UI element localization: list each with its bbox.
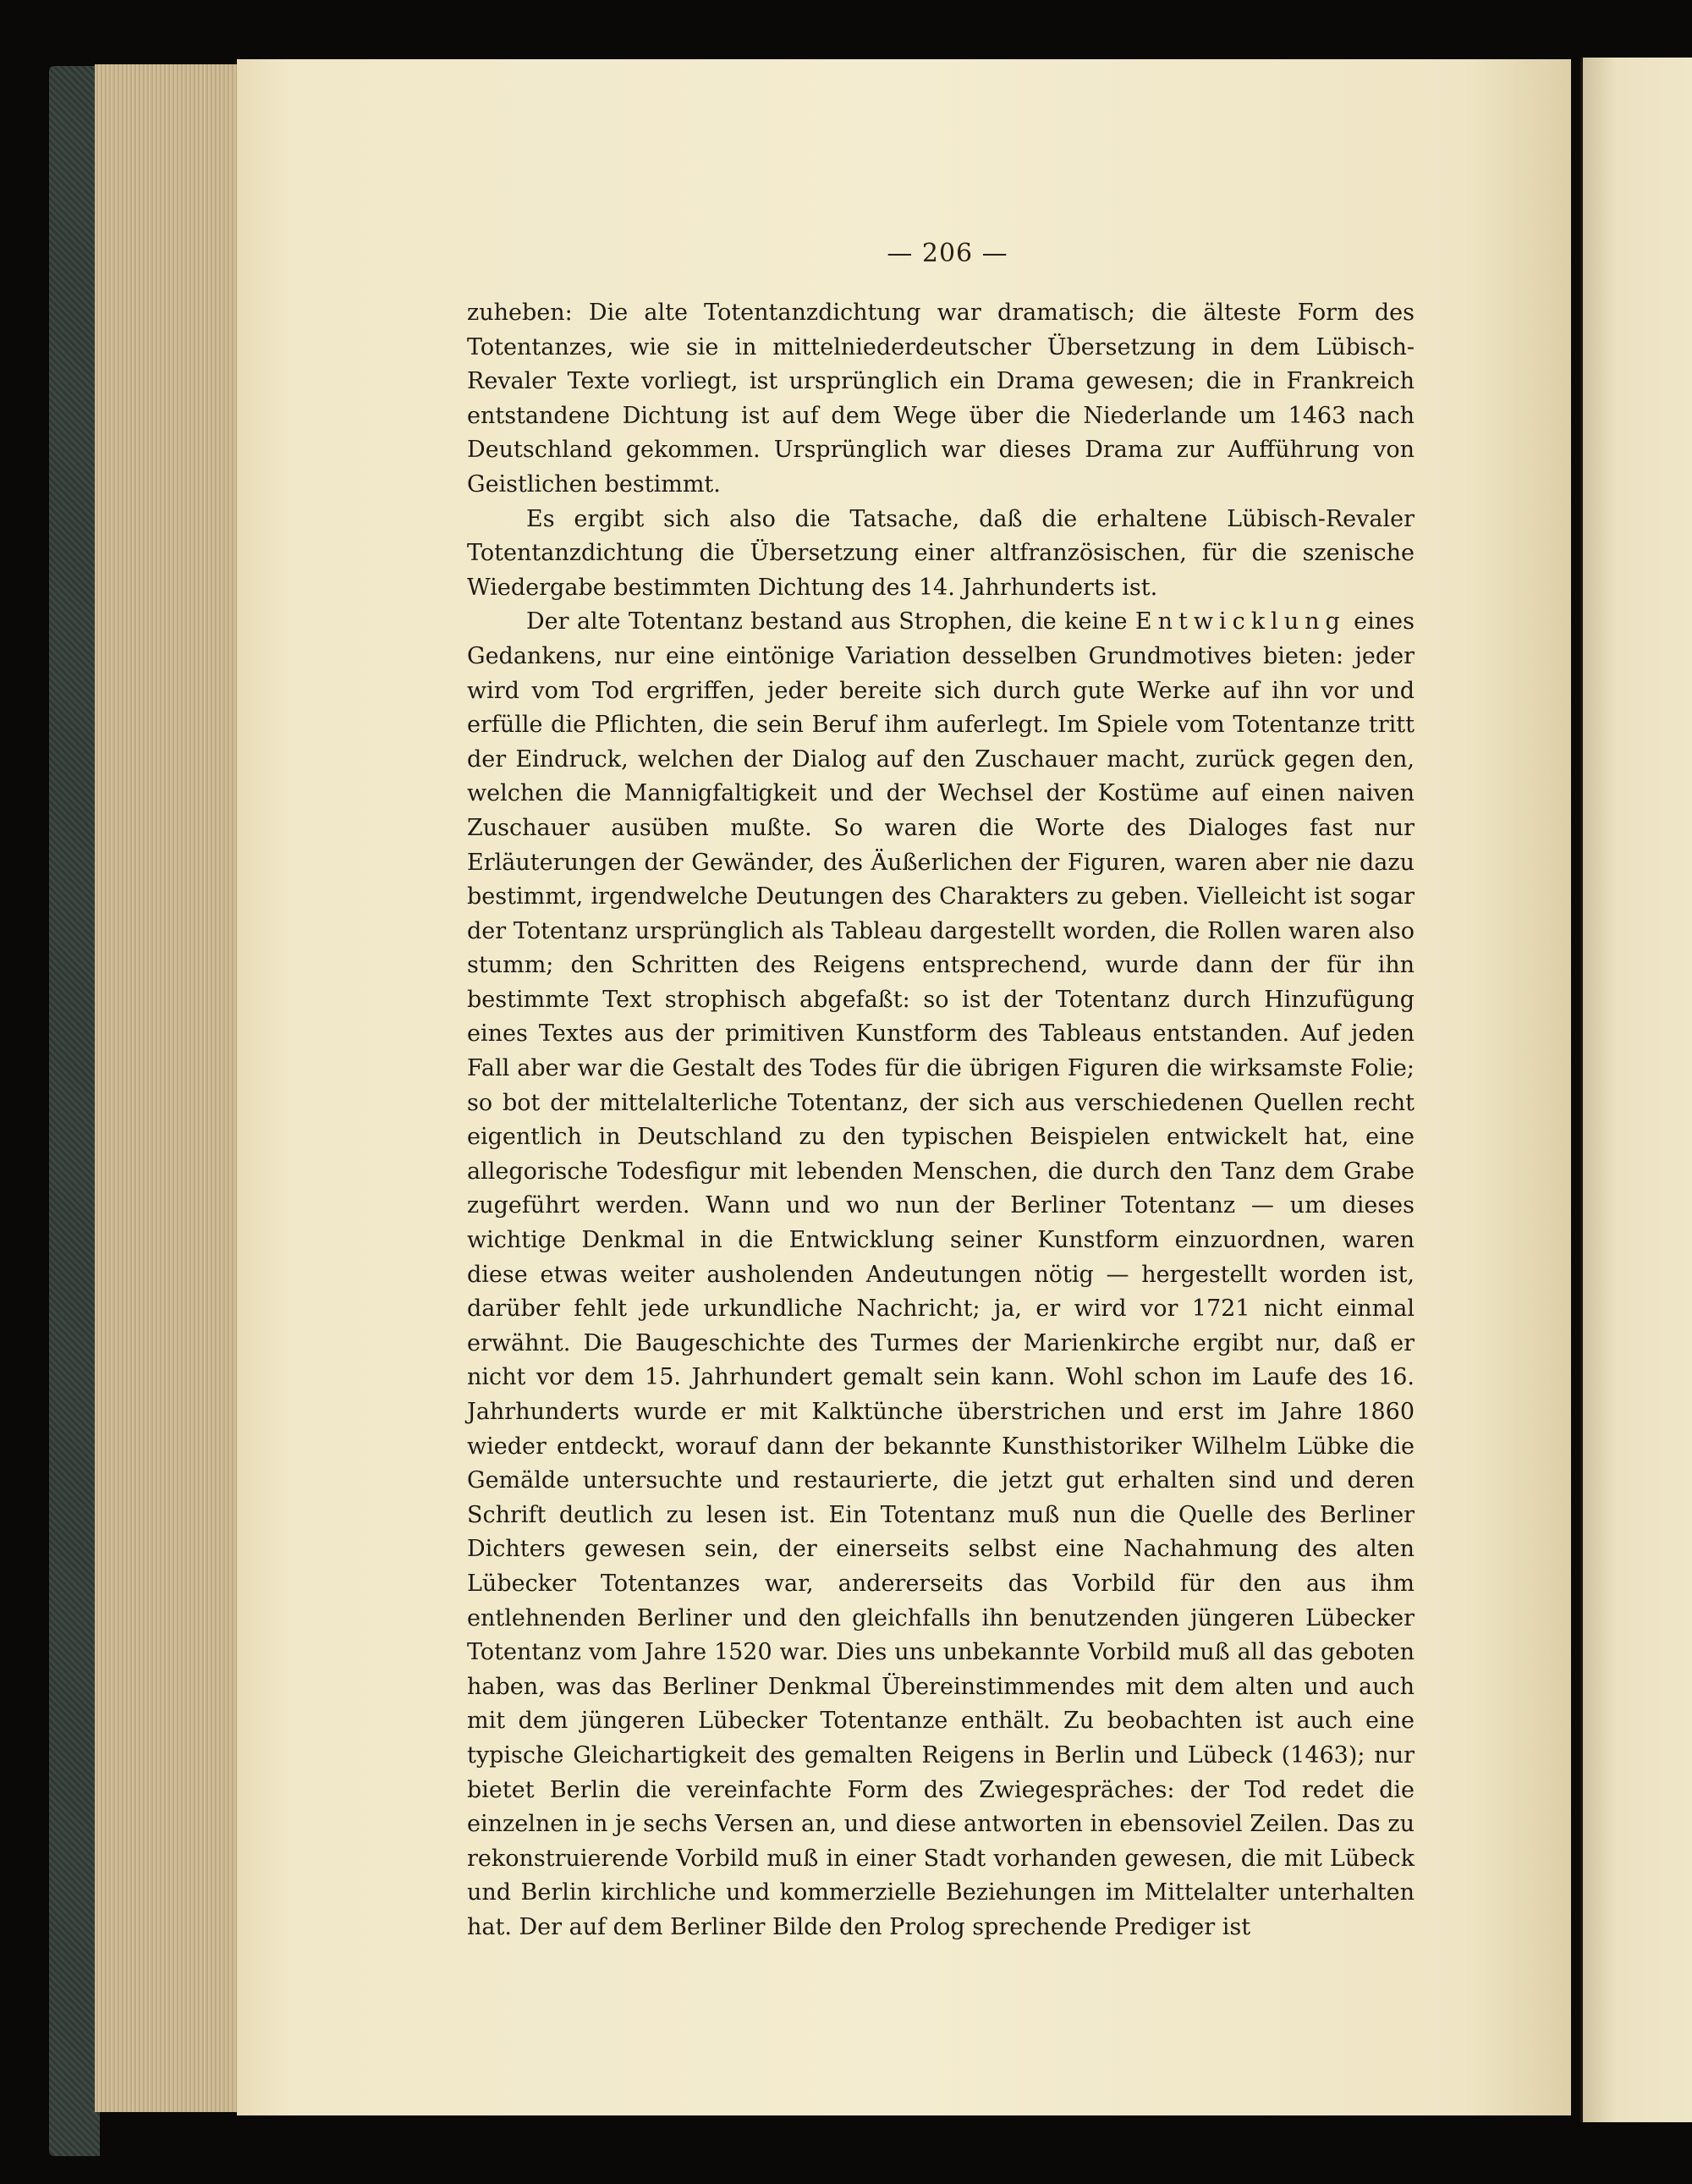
page-edges	[95, 64, 239, 2112]
paragraph-3-start: Der alte Totentanz bestand aus Strophen, die keine	[526, 608, 1135, 635]
page-number: — 206 —	[887, 239, 1008, 268]
paragraph-1: zuheben: Die alte Totentanzdichtung war dramatisch; die älteste Form des Totentanzes, wie sie in mittelniederdeutscher Übersetzung in dem Lübisch-Revaler Texte vorliegt, ist ursprünglich ein Drama gewesen; die in Frankreich entstandene Dichtung ist auf dem Wege über die Niederlande um 1463 nach Deutschland gekommen. Ursprünglich war dieses Drama zur Aufführung von Geistlichen bestimmt.	[467, 300, 1415, 498]
paragraph-3-rest: eines Gedankens, nur eine eintönige Variation desselben Grundmotives bieten: jeder wird vom Tod ergriffen, jeder bereite sich durch gute Werke auf ihn vor und erfülle die Pflichten, die sein Beruf ihm auferlegt. Im Spiele vom Totentanze tritt der Eindruck, welchen der Dialog auf den Zuschauer macht, zurück gegen den, welchen die Mannigfaltigkeit und der Wechsel der Kostüme auf einen naiven Zuschauer ausüben mußte. So waren die Worte des Dialoges fast nur Erläuterungen der Gewänder, des Äußerlichen der Figuren, waren aber nie dazu bestimmt, irgendwelche Deutungen des Charakters zu geben. Vielleicht ist sogar der Totentanz ursprünglich als Tableau dargestellt worden, die Rollen waren also stumm; den Schritten des Reigens entsprechend, wurde dann der für ihn bestimmte Text strophisch abgefaßt: so ist der Totentanz durch Hinzufügung eines Textes aus der primitiven Kunstform des Tableaus entstanden. Auf jeden Fall aber war die Gestalt des Todes für die übrigen Figuren die wirksamste Folie; so bot der mittelalterliche Totentanz, der sich aus verschiedenen Quellen recht eigentlich in Deutschland zu den typischen Beispielen entwickelt hat, eine allegorische Todesfigur mit lebenden Menschen, die durch den Tanz dem Grabe zugeführt werden. Wann und wo nun der Berliner Totentanz — um dieses wichtige Denkmal in die Entwicklung seiner Kunstform einzuordnen, waren diese etwas weiter ausholenden Andeutungen nötig — hergestellt worden ist, darüber fehlt jede urkundliche Nachricht; ja, er wird vor 1721 nicht einmal erwähnt. Die Baugeschichte des Turmes der Marienkirche ergibt nur, daß er nicht vor dem 15. Jahrhundert gemalt sein kann. Wohl schon im Laufe des 16. Jahrhunderts wurde er mit Kalktünche überstrichen und erst im Jahre 1860 wieder entdeckt, worauf dann der bekannte Kunsthistoriker Wilhelm Lübke die Gemälde untersuchte und restaurierte, die jetzt gut erhalten sind und deren Schrift deutlich zu lesen ist. Ein Totentanz muß nun die Quelle des Berliner Dichters gewesen sein, der einerseits selbst eine Nachahmung des alten Lübecker Totentanzes war, andererseits das Vorbild für den aus ihm entlehnenden Berliner und den gleichfalls ihn benutzenden jüngeren Lübecker Totentanz vom Jahre 1520 war. Dies uns unbekannte Vorbild muß all das geboten haben, was das Berliner Denkmal Übereinstimmendes mit dem alten und auch mit dem jüngeren Lübecker Totentanze enthält. Zu beobachten ist auch eine typische Gleichartigkeit des gemalten Reigens in Berlin und Lübeck (1463); nur bietet Berlin die vereinfachte Form des Zwiegespräches: der Tod redet die einzelnen in je sechs Versen an, und diese antworten in ebensoviel Zeilen. Das zu rekonstruierende Vorbild muß in einer Stadt vorhanden gewesen, die mit Lübeck und Berlin kirchliche und kommerzielle Beziehungen im Mittelalter unterhalten hat. Der auf dem Berliner Bilde den Prolog sprechende Prediger ist	[467, 608, 1415, 1940]
book-cover-edge	[49, 66, 100, 2156]
paragraph-2: Es ergibt sich also die Tatsache, daß die erhaltene Lübisch-Revaler Totentanzdichtung die Übersetzung einer altfranzösischen, für die szenische Wiedergabe bestimmten Dichtung des 14. Jahrhunderts ist.	[467, 505, 1415, 601]
next-page-sliver	[1580, 58, 1692, 2122]
emphasized-word: Entwicklung	[1134, 608, 1346, 635]
body-text	[467, 296, 1415, 1945]
paragraph-3	[467, 605, 1415, 1945]
